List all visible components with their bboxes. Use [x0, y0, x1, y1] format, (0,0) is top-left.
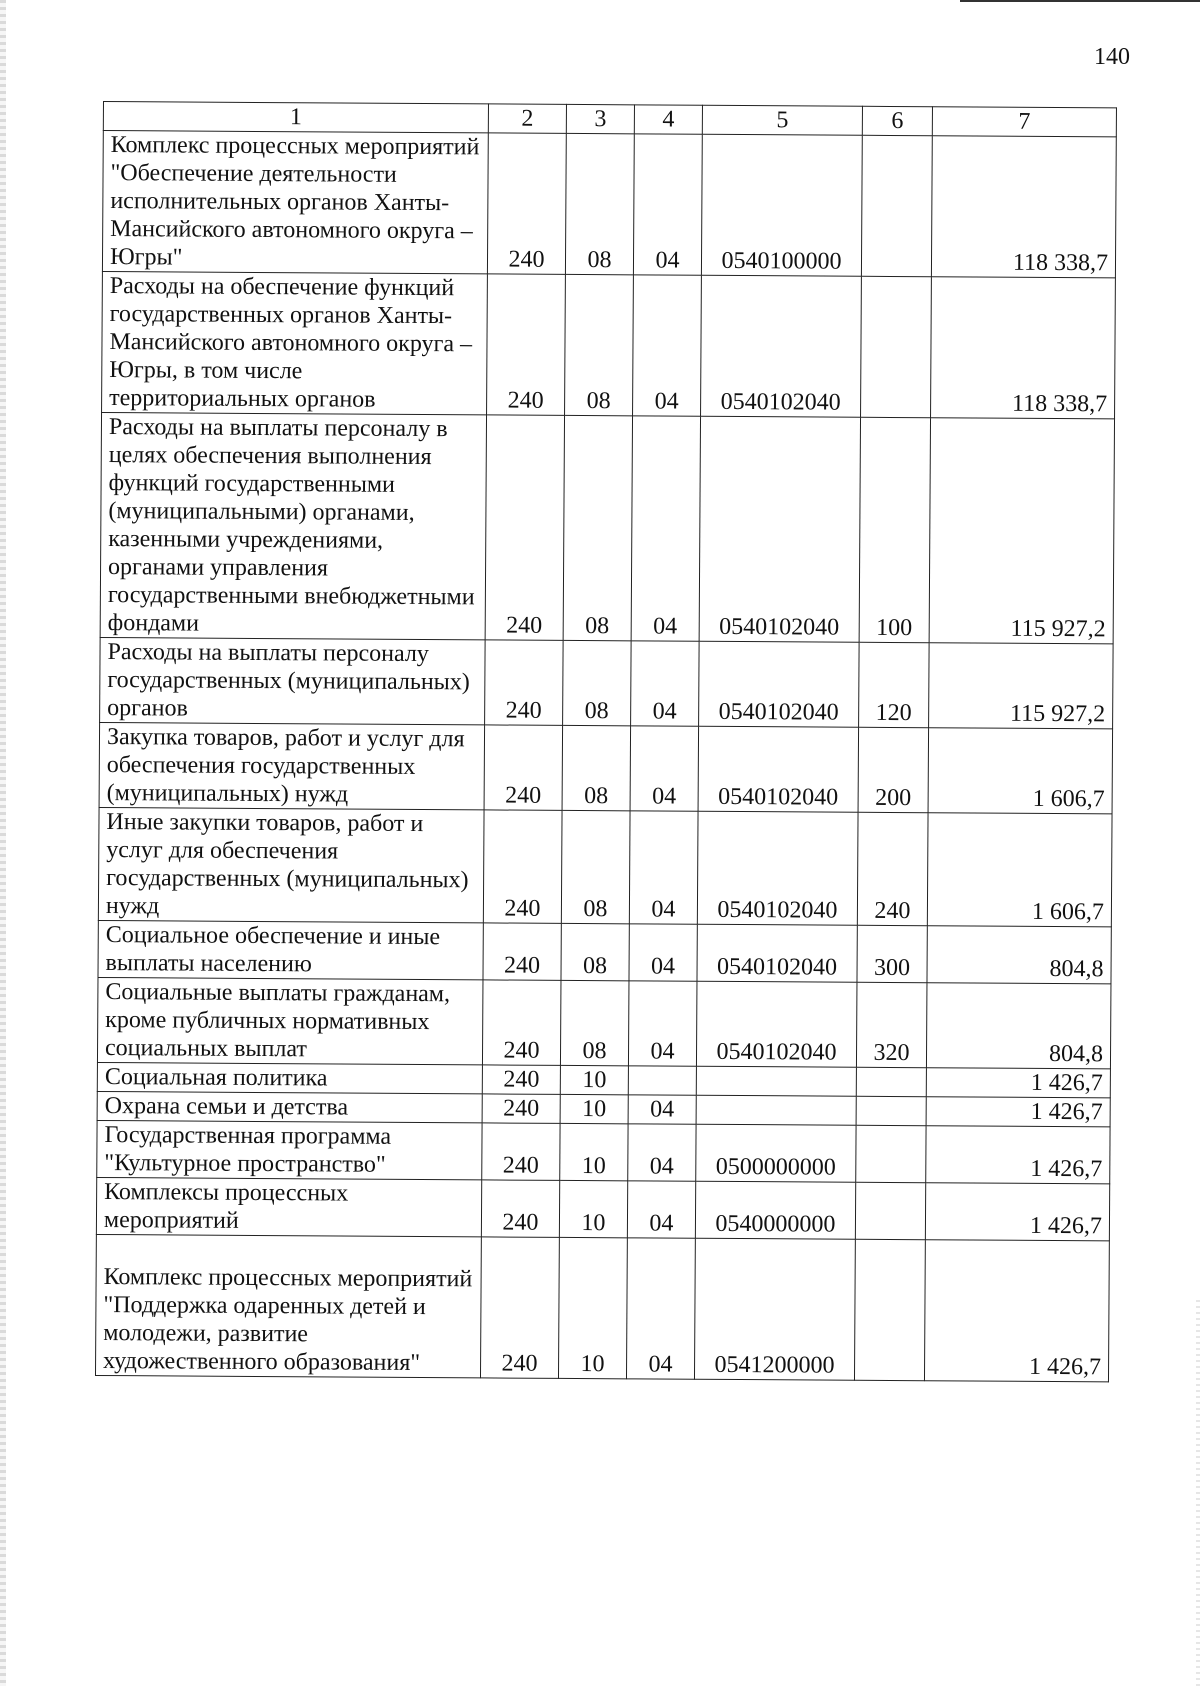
row-code-2: 240	[485, 640, 564, 725]
row-code-4: 04	[628, 1124, 696, 1181]
row-amount: 115 927,2	[929, 643, 1114, 729]
row-code-5: 0540102040	[698, 726, 859, 812]
row-name: Социальное обеспечение и иные выплаты населению	[98, 920, 483, 979]
row-code-6	[855, 1182, 925, 1239]
row-code-2: 240	[481, 1180, 559, 1237]
column-header-4: 4	[634, 105, 702, 134]
table-row	[100, 637, 1114, 728]
row-name: Расходы на выплаты персоналу в целях обеспечения выполнения функций государственными (муниципальными) органами, казенными учреждениями, органами управления государственными внебюджетными фондами	[100, 412, 486, 639]
row-code-5	[696, 1066, 856, 1096]
row-code-4: 04	[633, 275, 702, 416]
page-number: 140	[1094, 44, 1130, 70]
row-code-4: 04	[633, 134, 702, 275]
row-code-3: 08	[561, 810, 630, 923]
row-code-2: 240	[482, 980, 561, 1065]
row-name: Охрана семьи и детства	[97, 1091, 482, 1122]
row-code-5	[696, 1095, 856, 1125]
row-amount: 1 426,7	[925, 1183, 1109, 1241]
row-amount: 118 338,7	[931, 277, 1116, 419]
row-code-4: 04	[628, 1095, 696, 1124]
row-name: Комплекс процессных мероприятий "Обеспечение деятельности исполнительных органов Ханты-Мансийского автономного округа – Югры"	[102, 131, 488, 274]
row-code-5: 0540102040	[697, 924, 857, 982]
row-name: Расходы на обеспечение функций государственных органов Ханты-Мансийского автономного округа – Югры, в том числе территориальных органов	[102, 271, 488, 414]
row-code-3: 08	[563, 415, 632, 640]
row-code-3: 08	[563, 640, 632, 725]
row-code-4: 04	[628, 981, 697, 1066]
row-code-2: 240	[484, 725, 563, 810]
row-code-6: 320	[856, 982, 927, 1067]
row-code-5: 0541200000	[694, 1238, 855, 1380]
table-row	[102, 271, 1116, 418]
row-code-6	[861, 135, 932, 276]
row-code-4: 04	[631, 641, 700, 726]
column-header-3: 3	[566, 104, 634, 133]
row-code-3: 10	[558, 1237, 627, 1378]
column-header-6: 6	[862, 106, 932, 135]
row-name: Социальные выплаты гражданам, кроме публичных нормативных социальных выплат	[97, 977, 483, 1064]
row-code-2: 240	[480, 1237, 559, 1378]
budget-table	[95, 101, 1117, 1382]
row-name: Комплекс процессных мероприятий "Поддержка одаренных детей и молодежи, развитие художественного образования"	[95, 1234, 481, 1377]
row-code-2: 240	[483, 810, 562, 923]
row-code-6: 300	[857, 925, 927, 982]
table-row	[97, 977, 1111, 1068]
row-code-6	[856, 1096, 926, 1125]
column-header-7: 7	[932, 107, 1116, 137]
row-name: Иные закупки товаров, работ и услуг для обеспечения государственных (муниципальных) нужд	[98, 807, 484, 922]
row-code-4: 04	[630, 726, 699, 811]
row-name: Социальная политика	[97, 1062, 482, 1093]
table-row	[96, 1177, 1109, 1240]
row-code-2: 240	[482, 1065, 560, 1094]
row-code-6	[861, 276, 932, 417]
row-code-6	[856, 1067, 926, 1096]
row-amount: 1 606,7	[928, 728, 1113, 814]
row-amount: 1 426,7	[924, 1240, 1109, 1382]
row-code-3: 08	[565, 274, 634, 415]
row-code-5: 0540102040	[699, 641, 860, 727]
table-row	[102, 131, 1116, 278]
row-code-4: 04	[627, 1181, 695, 1238]
table-row	[97, 1120, 1110, 1183]
row-code-3: 10	[560, 1065, 628, 1094]
column-header-5: 5	[702, 105, 862, 135]
row-amount: 1 606,7	[927, 813, 1112, 927]
row-code-2: 240	[487, 133, 566, 274]
row-code-5: 0540102040	[697, 811, 858, 925]
row-amount: 1 426,7	[926, 1068, 1110, 1098]
row-code-3: 08	[561, 923, 629, 980]
row-code-5: 0540102040	[701, 275, 862, 417]
table-row	[98, 920, 1111, 983]
row-amount: 804,8	[926, 983, 1111, 1069]
row-code-6: 100	[859, 417, 930, 642]
row-code-4: 04	[629, 924, 697, 981]
row-code-2: 240	[482, 1094, 560, 1123]
row-code-6	[856, 1125, 926, 1182]
row-code-6: 200	[858, 727, 929, 812]
scan-edge-right	[1196, 1300, 1200, 1686]
column-header-1: 1	[103, 102, 488, 133]
row-name: Закупка товаров, работ и услуг для обеспечения государственных (муниципальных) нужд	[99, 722, 485, 809]
row-code-3: 08	[560, 980, 629, 1065]
row-amount: 1 426,7	[926, 1097, 1110, 1127]
row-code-6: 240	[857, 812, 928, 925]
row-code-5: 0540000000	[695, 1181, 855, 1239]
row-code-4: 04	[626, 1238, 695, 1379]
row-code-5: 0540102040	[696, 981, 857, 1067]
row-code-3: 10	[560, 1094, 628, 1123]
table-row	[99, 722, 1113, 813]
row-code-4	[628, 1066, 696, 1095]
row-amount: 115 927,2	[929, 418, 1114, 644]
table-row	[95, 1234, 1109, 1381]
row-amount: 1 426,7	[926, 1126, 1110, 1184]
row-name: Комплексы процессных мероприятий	[96, 1177, 481, 1236]
row-code-2: 240	[487, 274, 566, 415]
row-code-3: 08	[562, 725, 631, 810]
row-code-2: 240	[483, 923, 561, 980]
row-code-5: 0540100000	[701, 134, 862, 276]
row-code-6	[854, 1239, 925, 1380]
row-code-2: 240	[482, 1123, 560, 1180]
row-amount: 804,8	[927, 926, 1111, 984]
row-code-4: 04	[629, 811, 698, 924]
row-code-4: 04	[631, 416, 700, 641]
row-code-5: 0500000000	[696, 1124, 856, 1182]
table-row	[98, 807, 1112, 926]
table-row	[100, 412, 1114, 643]
row-code-3: 08	[565, 133, 634, 274]
row-code-6: 120	[859, 642, 930, 727]
row-code-3: 10	[559, 1180, 627, 1237]
row-code-5: 0540102040	[699, 416, 860, 642]
row-code-2: 240	[485, 415, 564, 640]
column-header-2: 2	[488, 104, 566, 133]
row-name: Государственная программа "Культурное пространство"	[97, 1120, 482, 1179]
top-rule	[960, 0, 1200, 2]
scan-edge-left	[0, 0, 6, 1686]
row-amount: 118 338,7	[931, 136, 1116, 278]
row-code-3: 10	[560, 1123, 628, 1180]
row-name: Расходы на выплаты персоналу государственных (муниципальных) органов	[100, 637, 486, 724]
